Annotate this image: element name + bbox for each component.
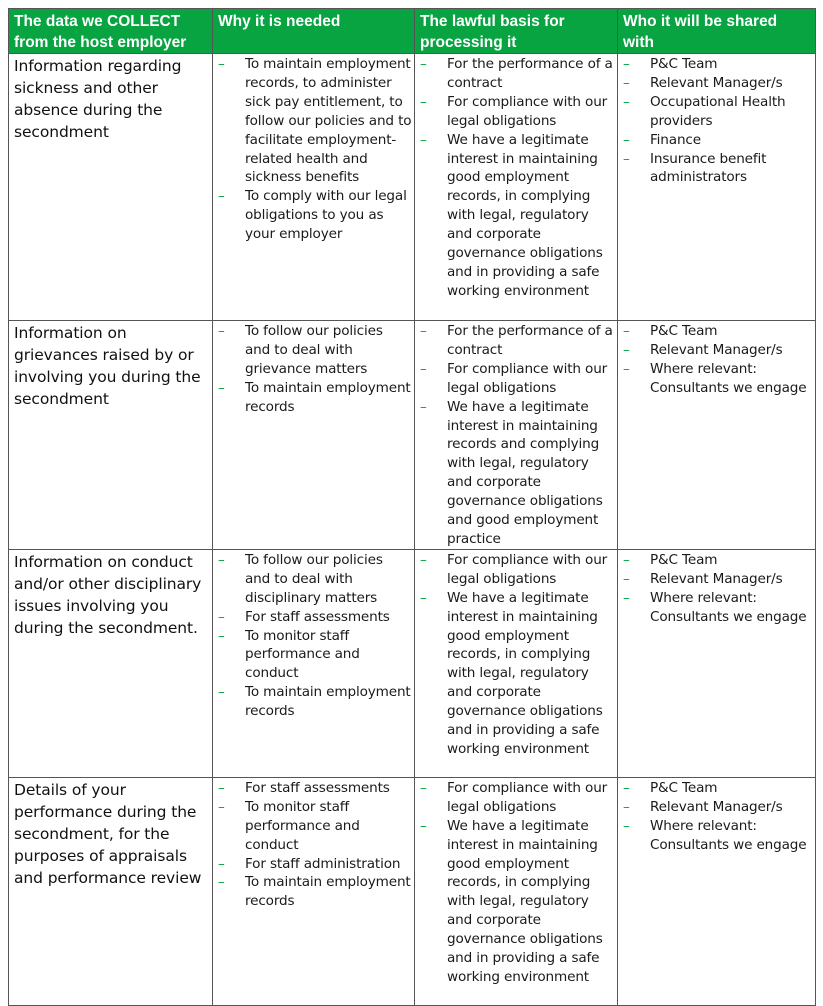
why-needed-list (213, 55, 412, 244)
lawful-basis-list (415, 779, 615, 987)
list-item: – P&C Team (618, 779, 813, 798)
list-item: – For staff assessments (213, 608, 412, 627)
data-collected-text: Information on grievances raised by or involving you during the secondment (14, 324, 201, 408)
data-collected-cell (9, 549, 213, 777)
list-item: – To maintain employment records (213, 379, 412, 417)
list-item: – To comply with our legal obligations to you as your employer (213, 187, 412, 244)
data-collected-cell (9, 54, 213, 321)
list-item: – To monitor staff performance and conduct (213, 627, 412, 684)
why-needed-cell (213, 777, 415, 1005)
lawful-basis-list (415, 322, 615, 549)
list-item: – Where relevant: Consultants we engage (618, 817, 813, 855)
data-collected-text: Information on conduct and/or other disciplinary issues involving you during the secondment. (14, 552, 202, 637)
lawful-basis-cell (415, 549, 618, 777)
shared-with-cell (618, 54, 816, 321)
list-item: – P&C Team (618, 322, 813, 341)
list-item: – Relevant Manager/s (618, 798, 813, 817)
list-item: – For the performance of a contract (415, 322, 615, 360)
header-lawful-basis: The lawful basis for processing it (415, 9, 618, 54)
shared-with-list (618, 55, 813, 187)
list-item: – To maintain employment records (213, 873, 412, 911)
shared-with-cell (618, 549, 816, 777)
list-item: – We have a legitimate interest in maintaining good employment records, in complying with legal, regulatory and corporate governance obligations and in providing a safe working environment (415, 817, 615, 987)
data-collection-table-section (8, 8, 815, 1006)
header-why-needed: Why it is needed (213, 9, 415, 54)
shared-with-list (618, 322, 813, 398)
list-item: – Insurance benefit administrators (618, 150, 813, 188)
data-collected-cell (9, 321, 213, 550)
list-item: – To monitor staff performance and conduct (213, 798, 412, 855)
list-item: – P&C Team (618, 55, 813, 74)
why-needed-cell (213, 54, 415, 321)
data-collected-text: Details of your performance during the secondment, for the purposes of appraisals and performance review (14, 780, 202, 887)
shared-with-list (618, 551, 813, 627)
why-needed-list (213, 322, 412, 417)
header-data-collected: The data we COLLECT from the host employer (9, 9, 213, 54)
shared-with-cell (618, 777, 816, 1005)
shared-with-cell (618, 321, 816, 550)
table-row (9, 777, 816, 1005)
lawful-basis-list (415, 551, 615, 759)
list-item: – Relevant Manager/s (618, 341, 813, 360)
list-item: – We have a legitimate interest in maintaining good employment records, in complying with legal, regulatory and corporate governance obligations and in providing a safe working environment (415, 589, 615, 759)
list-item: – Where relevant: Consultants we engage (618, 589, 813, 627)
shared-with-list (618, 779, 813, 855)
lawful-basis-cell (415, 321, 618, 550)
list-item: – We have a legitimate interest in maintaining good employment records, in complying with legal, regulatory and corporate governance obligations and in providing a safe working environment (415, 131, 615, 301)
list-item: – For compliance with our legal obligations (415, 360, 615, 398)
data-collected-cell (9, 777, 213, 1005)
table-row (9, 321, 816, 550)
list-item: – We have a legitimate interest in maintaining records and complying with legal, regulatory and corporate governance obligations and good employment practice (415, 398, 615, 549)
list-item: – For compliance with our legal obligations (415, 551, 615, 589)
list-item: – To follow our policies and to deal with disciplinary matters (213, 551, 412, 608)
list-item: – Relevant Manager/s (618, 570, 813, 589)
list-item: – P&C Team (618, 551, 813, 570)
table-row (9, 54, 816, 321)
data-collection-table (8, 8, 816, 1006)
why-needed-list (213, 779, 412, 911)
list-item: – For staff administration (213, 855, 412, 874)
list-item: – Finance (618, 131, 813, 150)
lawful-basis-cell (415, 54, 618, 321)
list-item: – Occupational Health providers (618, 93, 813, 131)
list-item: – To maintain employment records, to administer sick pay entitlement, to follow our policies and to facilitate employment-related health and sickness benefits (213, 55, 412, 187)
table-row (9, 549, 816, 777)
why-needed-cell (213, 549, 415, 777)
header-shared-with: Who it will be shared with (618, 9, 816, 54)
lawful-basis-list (415, 55, 615, 301)
list-item: – For compliance with our legal obligations (415, 93, 615, 131)
list-item: – Relevant Manager/s (618, 74, 813, 93)
list-item: – To maintain employment records (213, 683, 412, 721)
list-item: – Where relevant: Consultants we engage (618, 360, 813, 398)
list-item: – For the performance of a contract (415, 55, 615, 93)
list-item: – To follow our policies and to deal with grievance matters (213, 322, 412, 379)
list-item: – For staff assessments (213, 779, 412, 798)
table-header-row (9, 9, 816, 54)
why-needed-list (213, 551, 412, 721)
lawful-basis-cell (415, 777, 618, 1005)
data-collected-text: Information regarding sickness and other absence during the secondment (14, 57, 182, 141)
why-needed-cell (213, 321, 415, 550)
list-item: – For compliance with our legal obligations (415, 779, 615, 817)
